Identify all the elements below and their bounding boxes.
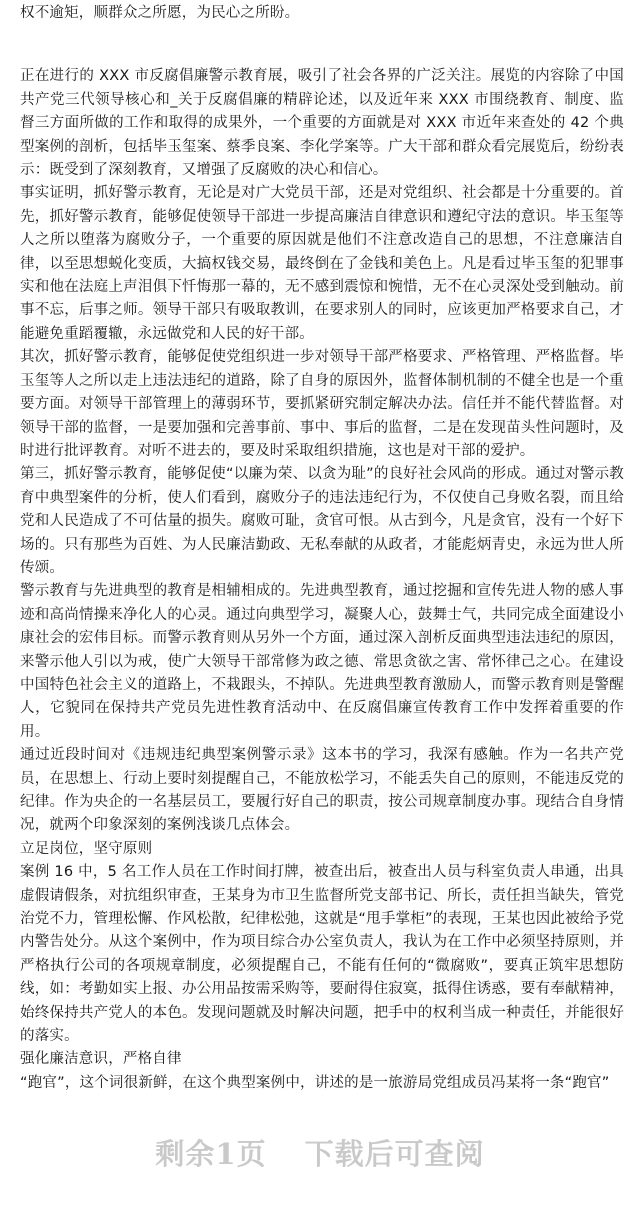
document-body bbox=[20, 0, 624, 1095]
paragraph-partial-last-line: “跑官”，这个词很新鲜，在这个典型案例中，讲述的是一旅游局党组成员冯某将一条“跑官” bbox=[20, 1074, 610, 1091]
paragraph-advanced-models: 警示教育与先进典型的教育是相辅相成的。先进典型教育，通过挖掘和宣传先进人物的感人事迹和高尚情操来净化人的心灵。通过向典型学习，凝聚人心，鼓舞士气，共同完成全面建设小康社会的宏伟目标。而警示教育则从另外一个方面，通过深入剖析反面典型违法违纪的原因，来警示他人引以为戒，使广大领导干部常修为政之德、常思贪欲之害、常怀律己之心。在建设中国特色社会主义的道路上，不栽跟头，不掉队。先进典型教育激励人，而警示教育则是警醒人，它貌同在保持共产党员先进性教育活动中、在反腐倡廉宣传教育工作中发挥着重要的作用。 bbox=[20, 583, 624, 740]
section-heading-principles: 立足岗位，坚守原则 bbox=[20, 840, 153, 857]
paragraph-intro: 正在进行的 XXX 市反腐倡廉警示教育展，吸引了社会各界的广泛关注。展览的内容除了中国共产党三代领导核心和_关于反腐倡廉的精辟论述，以及近年来 XXX 市围绕教育、制度、监督三方面所做的工作和取得的成果外，一个重要的方面就是对 XXX 市近年来查处的 42 个典型案例的剖析，包括毕玉玺案、蔡季良案、李化学案等。广大干部和群众看完展览后，纷纷表示：既受到了深刻教育，又增强了反腐败的决心和信心。 bbox=[20, 68, 624, 179]
remaining-pages-label: 剩余1页 bbox=[155, 1137, 267, 1171]
download-banner[interactable] bbox=[0, 1132, 640, 1173]
section-heading-integrity: 强化廉洁意识，严格自律 bbox=[20, 1051, 182, 1068]
download-prompt-label: 下载后可查阅 bbox=[304, 1137, 485, 1171]
paragraph-gap bbox=[20, 25, 624, 65]
paragraph-case-16: 案例 16 中，5 名工作人员在工作时间打牌，被查出后，被查出人员与科室负责人串通，出具虚假请假条，对抗组织审查，王某身为市卫生监督所党支部书记、所长，责任担当缺失，管党治党不力，管理松懈、作风松散，纪律松弛，这就是“甩手掌柜”的表现，王某也因此被给予党内警告处分。从这个案例中，作为项目综合办公室负责人，我认为在工作中必须坚持原则，并严格执行公司的各项规章制度，必须提醒自己，不能有任何的“微腐败”，要真正筑牢思想防线，如：考勤如实上报、办公用品按需采购等，要耐得住寂寞，抵得住诱惑，要有奉献精神，始终保持共产党人的本色。发现问题就及时解决问题，把手中的权利当成一种责任，并能很好的落实。 bbox=[20, 864, 624, 1045]
paragraph-first-point: 事实证明，抓好警示教育，无论是对广大党员干部，还是对党组织、社会都是十分重要的。首先，抓好警示教育，能够促使领导干部进一步提高廉洁自律意识和遵纪守法的意识。毕玉玺等人之所以堕落为腐败分子，一个重要的原因就是他们不注意改造自己的思想，不注意廉洁自律，以至思想蜕化变质，大搞权钱交易，最终倒在了金钱和美色上。凡是看过毕玉玺的犯罪事实和他在法庭上声泪俱下忏悔那一幕的，无不感到震惊和惋惜，无不在心灵深处受到触动。前事不忘，后事之师。领导干部只有吸取教训，在要求别人的同时，应该更加严格要求自己，才能避免重蹈覆辙，永远做党和人民的好干部。 bbox=[20, 185, 624, 342]
opening-line: 权不逾矩，顺群众之所愿，为民心之所盼。 bbox=[20, 5, 300, 21]
paragraph-third-point: 第三，抓好警示教育，能够促使“以廉为荣、以贪为耻”的良好社会风尚的形成。通过对警示教育中典型案件的分析，使人们看到，腐败分子的违法违纪行为，不仅使自己身败名裂，而且给党和人民造成了不可估量的损失。腐败可耻，贪官可恨。从古到今，凡是贪官，没有一个好下场的。只有那些为百姓、为人民廉洁勤政、无私奉献的从政者，才能彪炳青史，永远为世人所传颂。 bbox=[20, 466, 624, 576]
paragraph-second-point: 其次，抓好警示教育，能够促使党组织进一步对领导干部严格要求、严格管理、严格监督。毕玉玺等人之所以走上违法违纪的道路，除了自身的原因外，监督体制机制的不健全也是一个重要方面。对领导干部管理上的薄弱环节，要抓紧研究制定解决办法。信任并不能代替监督。对领导干部的监督，一是要加强和完善事前、事中、事后的监督，二是在发现苗头性问题时，及时进行批评教育。对听不进去的，要及时采取组织措施，这也是对干部的爱护。 bbox=[20, 349, 624, 459]
paragraph-study-reflection: 通过近段时间对《违规违纪典型案例警示录》这本书的学习，我深有感触。作为一名共产党员，在思想上、行动上要时刻提醒自己，不能放松学习，不能丢失自己的原则，不能违反党的纪律。作为央企的一名基层员工，要履行好自己的职责，按公司规章制度办事。现结合自身情况，就两个印象深刻的案例浅谈几点体会。 bbox=[20, 747, 624, 834]
